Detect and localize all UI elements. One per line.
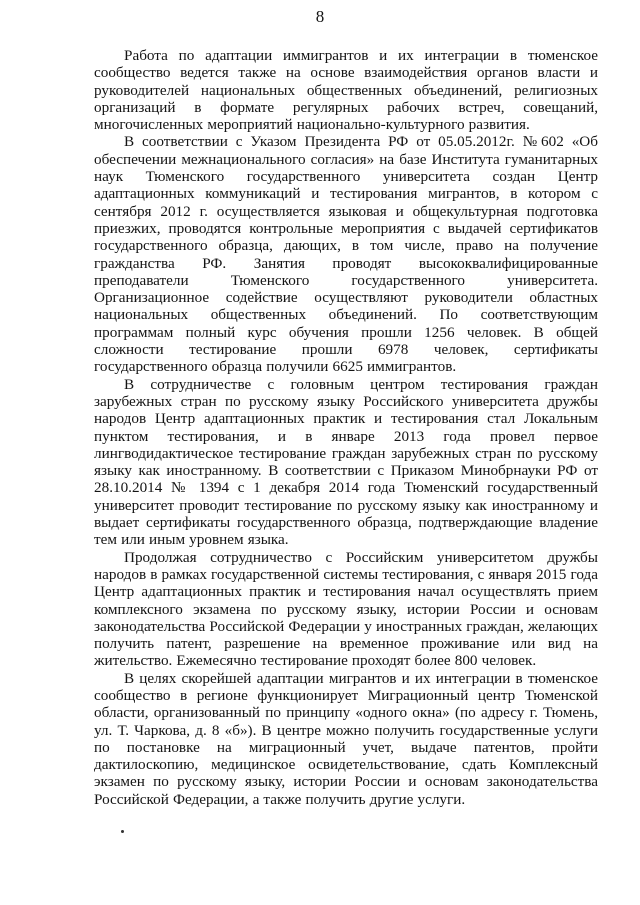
- paragraph-migration-center: В целях скорейшей адаптации мигрантов и их интеграции в тюменское сообщество в регионе функционирует Миграционный центр Тюменской области, организованный по принципу «одного окна» (по адресу г. Тюмень, ул. Т. Чаркова, д. 8 «б»). В центре можно получить государственные услуги по постановке на миграционный учет, выдаче патентов, пройти дактилоскопию, медицинское освидетельствование, сдать Комплексный экзамен по русскому языку, истории России и основам законодательства Российской Федерации, а также получить другие услуги.: [94, 669, 598, 808]
- paragraph-language-testing: В сотрудничестве с головным центром тестирования граждан зарубежных стран по русскому языку Российского университета дружбы народов Центр адаптационных практик и тестирования стал Локальным пунктом тестирования, и в январе 2013 года провел первое лингводидактическое тестирование граждан зарубежных стран по русскому языку как иностранному. В соответствии с Приказом Минобрнауки РФ от 28.10.2014 № 1394 с 1 декабря 2014 года Тюменский государственный университет проводит тестирование по русскому языку как иностранному и выдает сертификаты государственного образца, подтверждающие владение тем или иным уровнем языка.: [94, 375, 598, 549]
- scan-speck: [121, 830, 124, 833]
- document-body: [94, 47, 598, 808]
- page-number: 8: [315, 7, 325, 26]
- paragraph-complex-exam: Продолжая сотрудничество с Российским университетом дружбы народов в рамках государственной системы тестирования, с января 2015 года Центр адаптационных практик и тестирования начал осуществлять прием комплексного экзамена по русскому языку, истории России и основам законодательства Российской Федерации у иностранных граждан, желающих получить патент, разрешение на временное проживание или вид на жительство. Ежемесячно тестирование проходят более 800 человек.: [94, 548, 598, 670]
- paragraph-adaptation-center: В соответствии с Указом Президента РФ от 05.05.2012г. №602 «Об обеспечении межнационального согласия» на базе Института гуманитарных наук Тюменского государственного университета создан Центр адаптационных коммуникаций и тестирования мигрантов, в котором с сентября 2012 г. осуществляется языковая и общекультурная подготовка приезжих, проводятся контрольные мероприятия с выдачей сертификатов государственного образца, дающих, в том числе, право на получение гражданства РФ. Занятия проводят высококвалифицированные преподаватели Тюменского государственного университета. Организационное содействие осуществляют руководители областных национальных общественных объединений. По соответствующим программам полный курс обучения прошли 1256 человек. В общей сложности тестирование прошли 6978 человек, сертификаты государственного образца получили 6625 иммигрантов.: [94, 133, 598, 376]
- paragraph-adaptation-work: Работа по адаптации иммигрантов и их интеграции в тюменское сообщество ведется также на основе взаимодействия органов власти и руководителей национальных общественных объединений, религиозных организаций в формате регулярных рабочих встреч, совещаний, многочисленных мероприятий национально-культурного развития.: [94, 47, 598, 134]
